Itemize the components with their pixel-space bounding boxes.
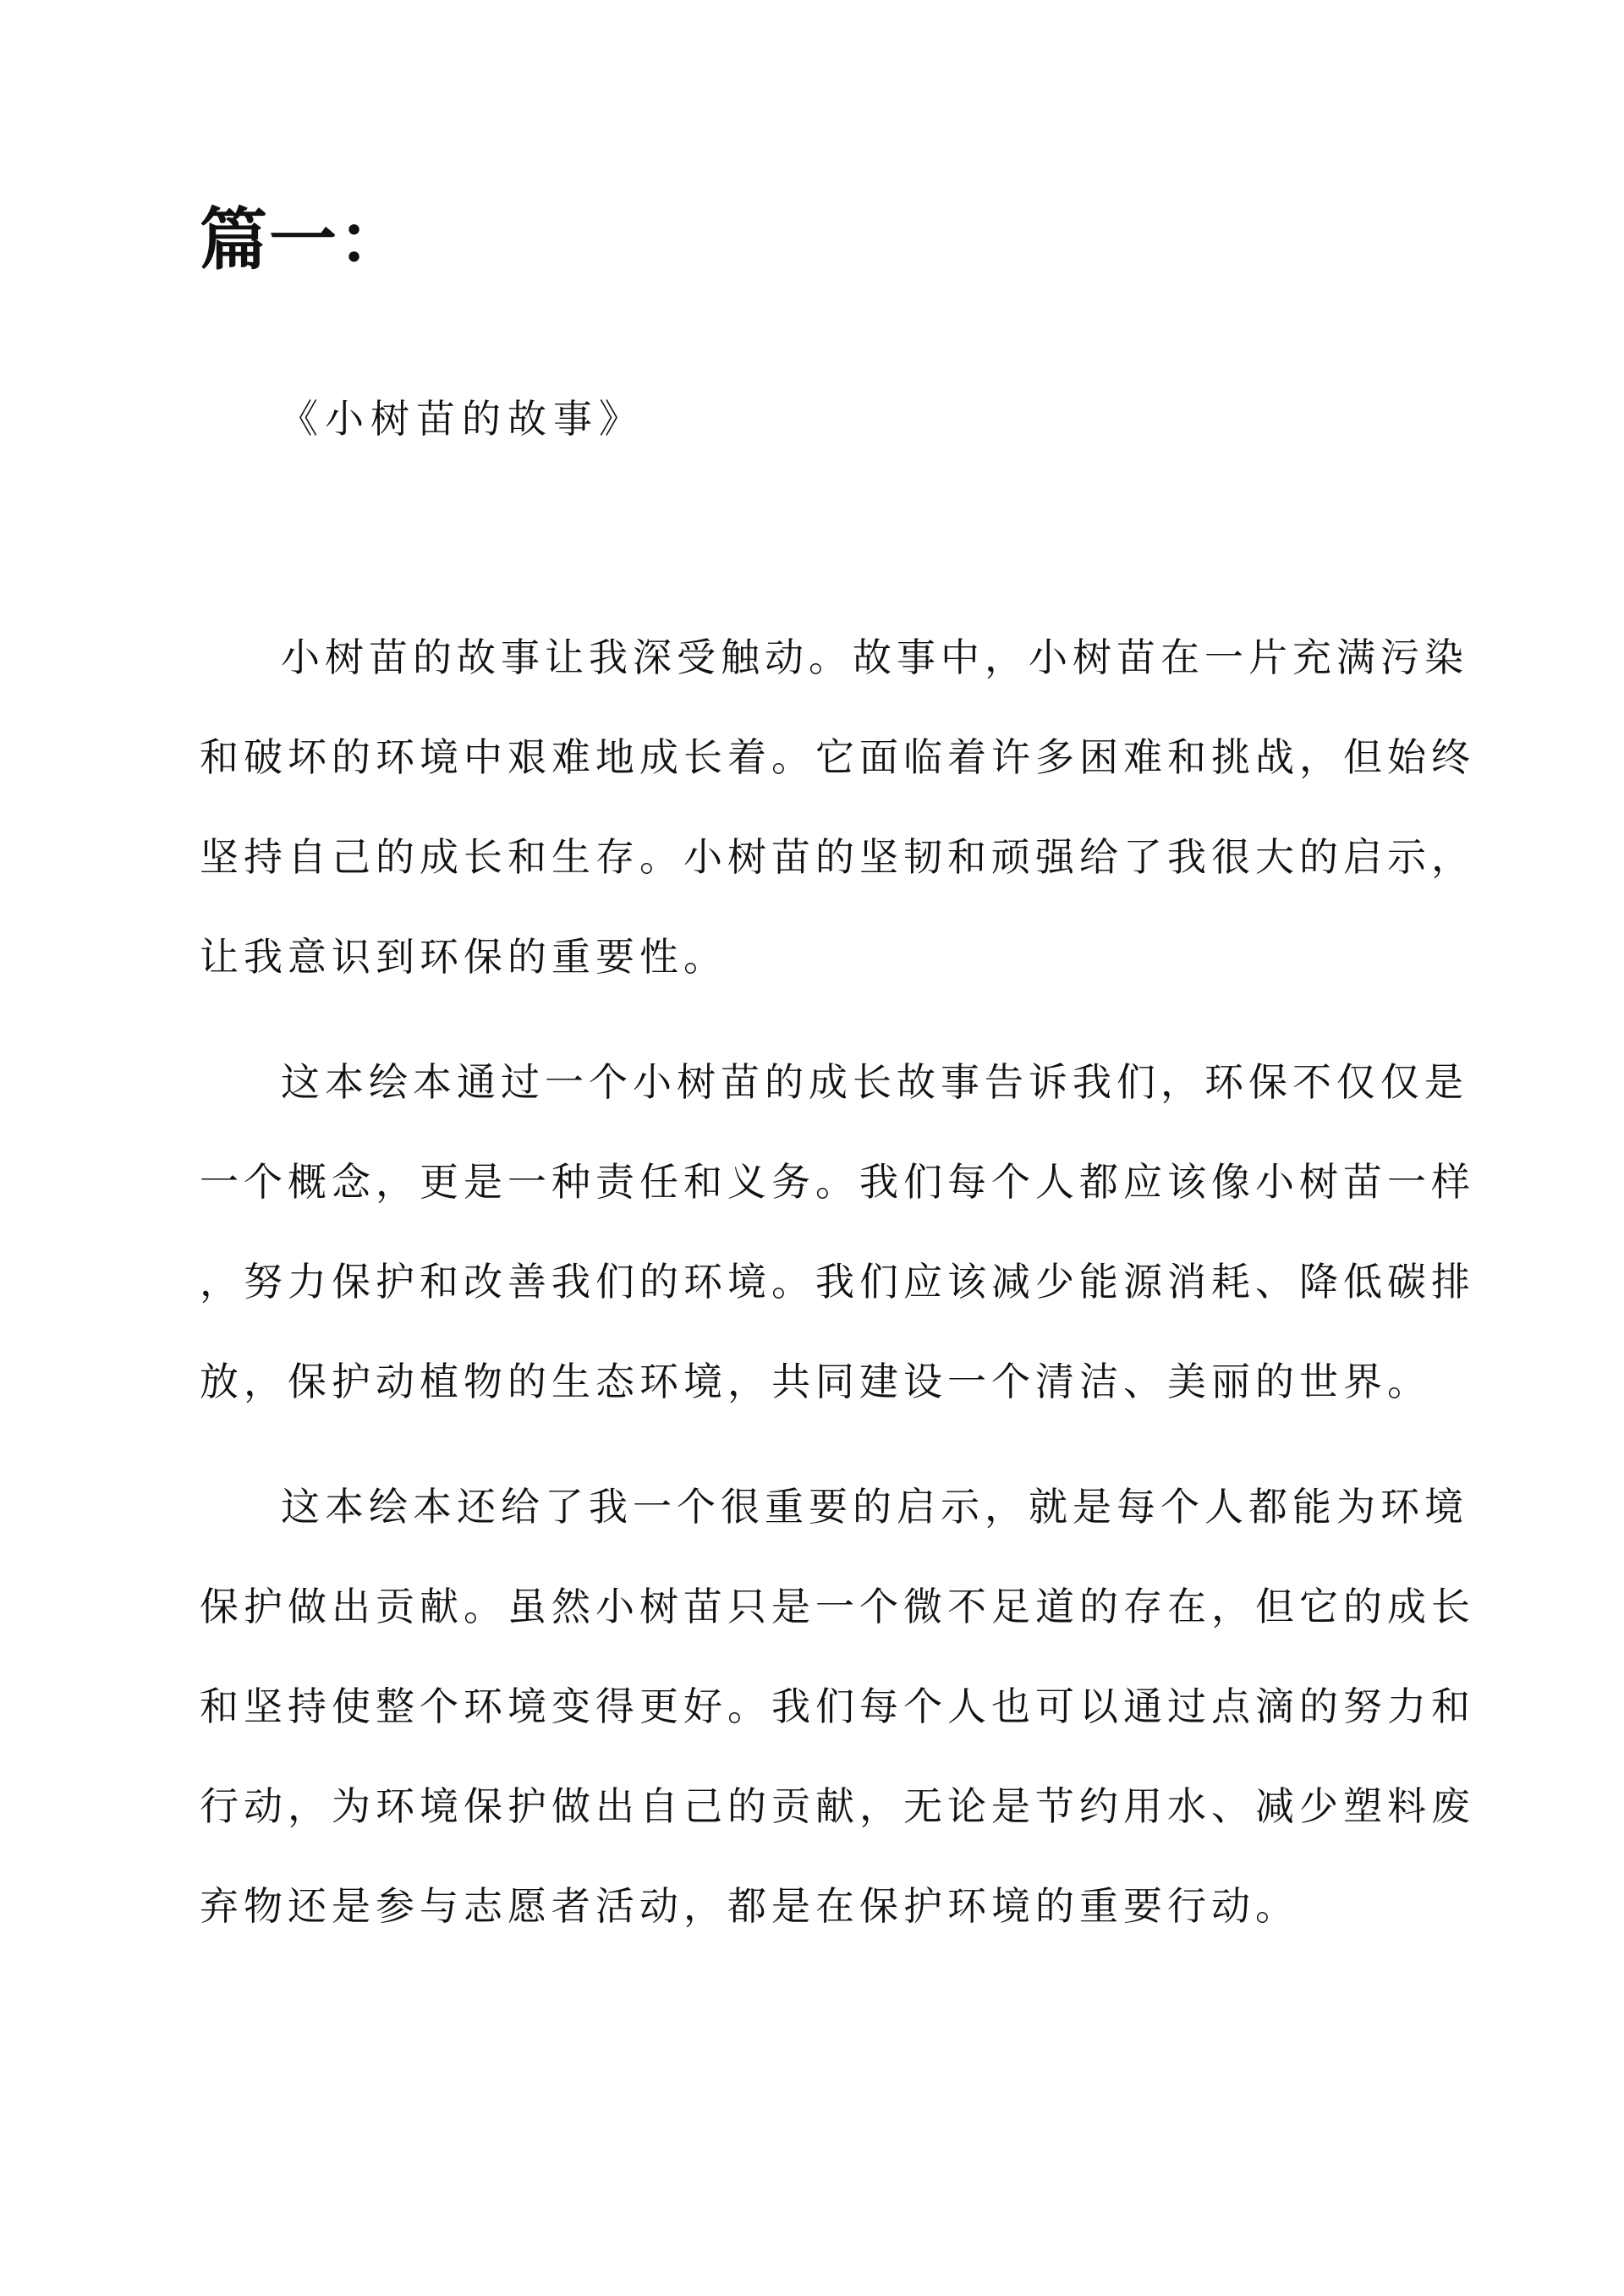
- body-text: [200, 607, 1475, 1981]
- paragraph-line: 和坚持使整个环境变得更好。我们每个人也可以通过点滴的努力和: [200, 1684, 1475, 1729]
- paragraph-1: [200, 607, 1475, 1007]
- paragraph-2: [200, 1032, 1475, 1431]
- story-title: 《小树苗的故事》: [279, 396, 645, 442]
- paragraph-line: 一个概念，更是一种责任和义务。我们每个人都应该像小树苗一样: [200, 1159, 1475, 1205]
- paragraph-line: 这本绘本通过一个小树苗的成长故事告诉我们，环保不仅仅是: [281, 1059, 1468, 1105]
- paragraph-line: 让我意识到环保的重要性。: [200, 934, 727, 980]
- paragraph-line: 坚持自己的成长和生存。小树苗的坚韧和顽强给了我很大的启示，: [200, 834, 1475, 880]
- paragraph-line: 行动，为环境保护做出自己的贡献，无论是节约用水、减少塑料废: [200, 1783, 1475, 1829]
- document-heading: 篇一：: [200, 200, 408, 279]
- paragraph-line: 小树苗的故事让我深受触动。故事中，小树苗在一片充满污染: [281, 634, 1468, 680]
- paragraph-line: 和破坏的环境中艰难地成长着。它面临着许多困难和挑战，但始终: [200, 734, 1475, 780]
- paragraph-line: 保护做出贡献。虽然小树苗只是一个微不足道的存在，但它的成长: [200, 1584, 1475, 1629]
- paragraph-line: ，努力保护和改善我们的环境。我们应该减少能源消耗、降低碳排: [200, 1259, 1475, 1305]
- paragraph-line: 弃物还是参与志愿者活动，都是在保护环境的重要行动。: [200, 1883, 1299, 1929]
- paragraph-3: [200, 1457, 1475, 1956]
- paragraph-line: 放，保护动植物的生态环境，共同建设一个清洁、美丽的世界。: [200, 1359, 1431, 1404]
- paragraph-line: 这本绘本还给了我一个很重要的启示，就是每个人都能为环境: [281, 1484, 1468, 1530]
